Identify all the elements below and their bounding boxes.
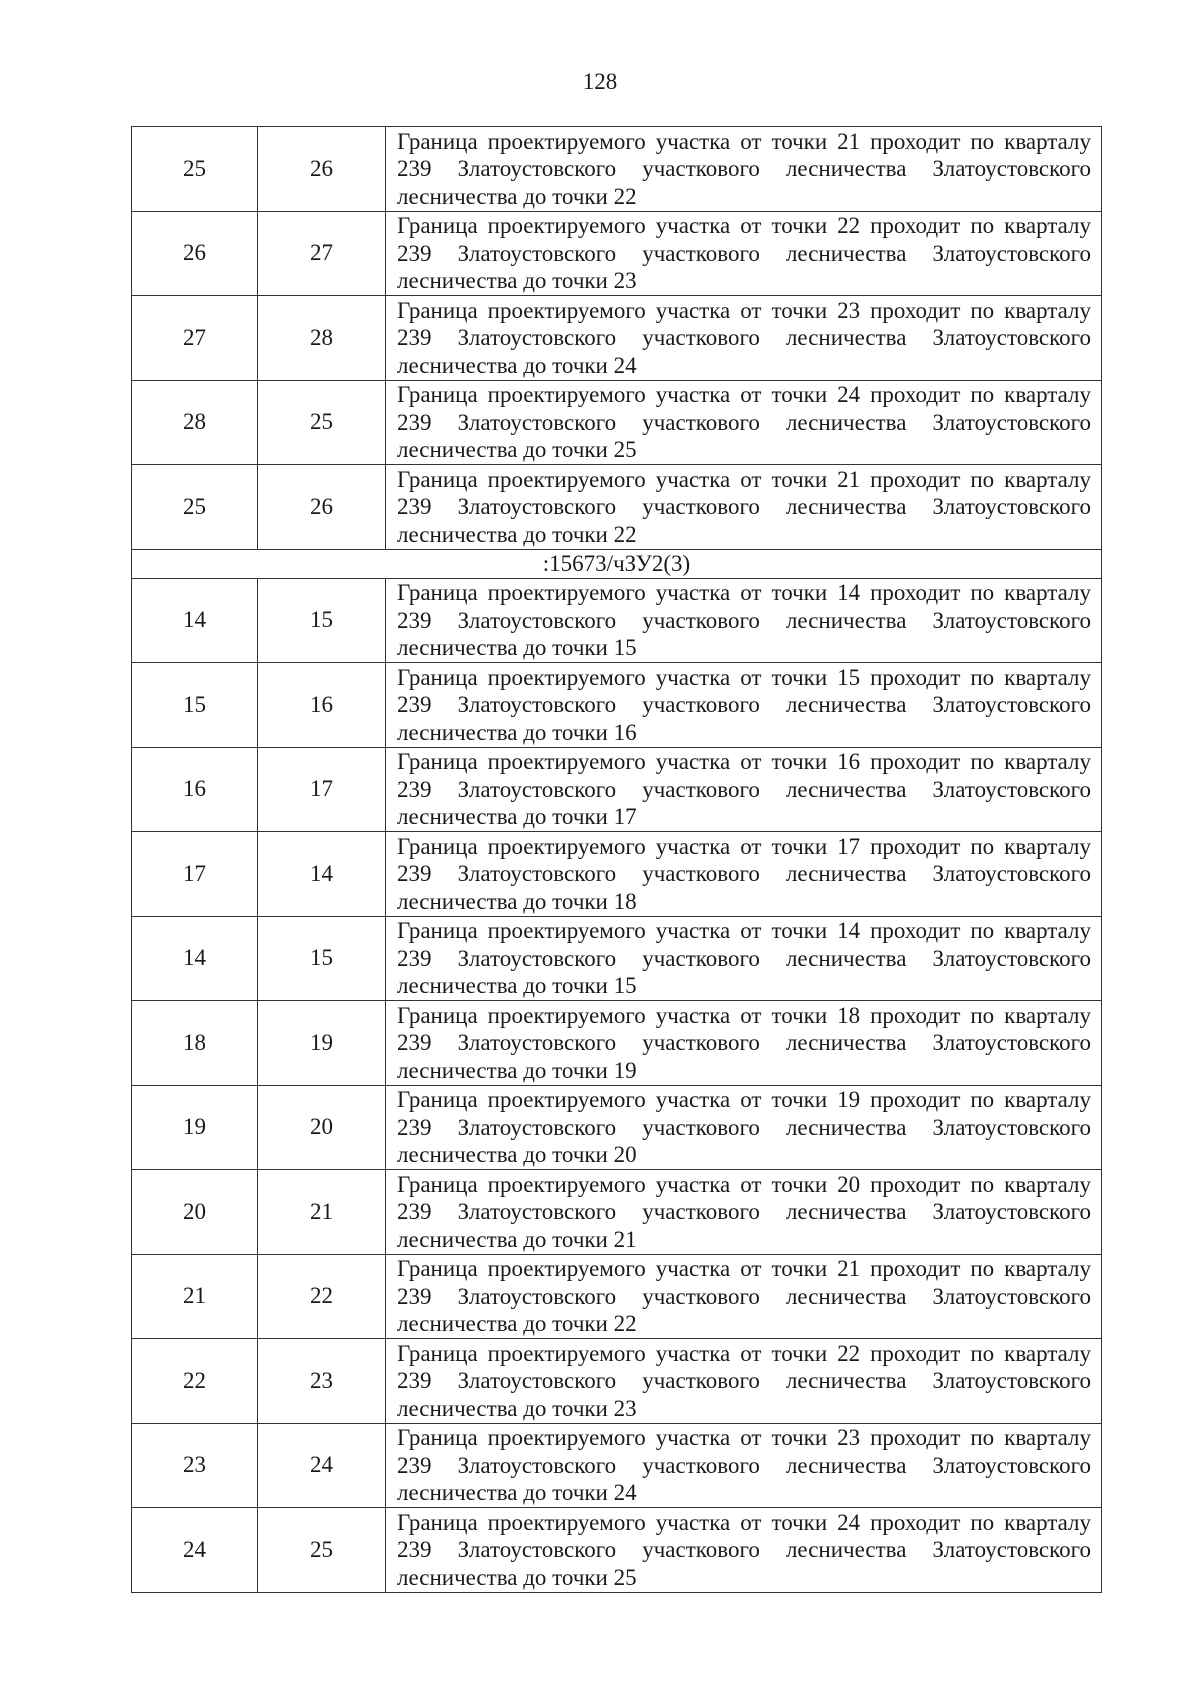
table-row: [132, 916, 1102, 1001]
description-cell: Граница проектируемого участка от точки 14 проходит по кварталу 239 Златоустовского участкового лесничества Златоустовского лесничества до точки 15: [386, 578, 1102, 663]
to-point-cell: 27: [258, 211, 386, 296]
table-row: [132, 1001, 1102, 1086]
table-row: [132, 832, 1102, 917]
from-point-cell: 27: [132, 296, 258, 381]
table-row: [132, 1085, 1102, 1170]
from-point-cell: 21: [132, 1254, 258, 1339]
from-point-cell: 24: [132, 1508, 258, 1593]
to-point-cell: 19: [258, 1001, 386, 1086]
from-point-cell: 14: [132, 578, 258, 663]
to-point-cell: 26: [258, 127, 386, 212]
description-cell: Граница проектируемого участка от точки 21 проходит по кварталу 239 Златоустовского участкового лесничества Златоустовского лесничества до точки 22: [386, 465, 1102, 550]
table-row: [132, 578, 1102, 663]
to-point-cell: 20: [258, 1085, 386, 1170]
from-point-cell: 15: [132, 663, 258, 748]
description-cell: Граница проектируемого участка от точки 14 проходит по кварталу 239 Златоустовского участкового лесничества Златоустовского лесничества до точки 15: [386, 916, 1102, 1001]
from-point-cell: 18: [132, 1001, 258, 1086]
description-cell: Граница проектируемого участка от точки 23 проходит по кварталу 239 Златоустовского участкового лесничества Златоустовского лесничества до точки 24: [386, 296, 1102, 381]
table-row: [132, 663, 1102, 748]
from-point-cell: 25: [132, 127, 258, 212]
to-point-cell: 15: [258, 578, 386, 663]
description-cell: Граница проектируемого участка от точки 24 проходит по кварталу 239 Златоустовского участкового лесничества Златоустовского лесничества до точки 25: [386, 380, 1102, 465]
from-point-cell: 26: [132, 211, 258, 296]
description-cell: Граница проектируемого участка от точки 18 проходит по кварталу 239 Златоустовского участкового лесничества Златоустовского лесничества до точки 19: [386, 1001, 1102, 1086]
table-row: [132, 1170, 1102, 1255]
description-cell: Граница проектируемого участка от точки 17 проходит по кварталу 239 Златоустовского участкового лесничества Златоустовского лесничества до точки 18: [386, 832, 1102, 917]
description-cell: Граница проектируемого участка от точки 20 проходит по кварталу 239 Златоустовского участкового лесничества Златоустовского лесничества до точки 21: [386, 1170, 1102, 1255]
description-cell: Граница проектируемого участка от точки 19 проходит по кварталу 239 Златоустовского участкового лесничества Златоустовского лесничества до точки 20: [386, 1085, 1102, 1170]
from-point-cell: 20: [132, 1170, 258, 1255]
section-label: :15673/чЗУ2(3): [132, 549, 1102, 578]
to-point-cell: 14: [258, 832, 386, 917]
table-row: [132, 465, 1102, 550]
to-point-cell: 15: [258, 916, 386, 1001]
from-point-cell: 28: [132, 380, 258, 465]
to-point-cell: 23: [258, 1339, 386, 1424]
description-cell: Граница проектируемого участка от точки 21 проходит по кварталу 239 Златоустовского участкового лесничества Златоустовского лесничества до точки 22: [386, 127, 1102, 212]
to-point-cell: 26: [258, 465, 386, 550]
table-row: [132, 1254, 1102, 1339]
boundary-table: [131, 126, 1102, 1593]
from-point-cell: 23: [132, 1423, 258, 1508]
section-row: [132, 549, 1102, 578]
table-row: [132, 1508, 1102, 1593]
from-point-cell: 17: [132, 832, 258, 917]
table-row: [132, 127, 1102, 212]
to-point-cell: 21: [258, 1170, 386, 1255]
table-row: [132, 1339, 1102, 1424]
to-point-cell: 22: [258, 1254, 386, 1339]
description-cell: Граница проектируемого участка от точки 23 проходит по кварталу 239 Златоустовского участкового лесничества Златоустовского лесничества до точки 24: [386, 1423, 1102, 1508]
from-point-cell: 16: [132, 747, 258, 832]
description-cell: Граница проектируемого участка от точки 21 проходит по кварталу 239 Златоустовского участкового лесничества Златоустовского лесничества до точки 22: [386, 1254, 1102, 1339]
table-row: [132, 747, 1102, 832]
table-row: [132, 296, 1102, 381]
description-cell: Граница проектируемого участка от точки 16 проходит по кварталу 239 Златоустовского участкового лесничества Златоустовского лесничества до точки 17: [386, 747, 1102, 832]
from-point-cell: 14: [132, 916, 258, 1001]
description-cell: Граница проектируемого участка от точки 22 проходит по кварталу 239 Златоустовского участкового лесничества Златоустовского лесничества до точки 23: [386, 211, 1102, 296]
table-row: [132, 211, 1102, 296]
to-point-cell: 28: [258, 296, 386, 381]
description-cell: Граница проектируемого участка от точки 22 проходит по кварталу 239 Златоустовского участкового лесничества Златоустовского лесничества до точки 23: [386, 1339, 1102, 1424]
page-number: 128: [582, 69, 618, 94]
to-point-cell: 25: [258, 380, 386, 465]
to-point-cell: 16: [258, 663, 386, 748]
description-cell: Граница проектируемого участка от точки 24 проходит по кварталу 239 Златоустовского участкового лесничества Златоустовского лесничества до точки 25: [386, 1508, 1102, 1593]
from-point-cell: 22: [132, 1339, 258, 1424]
from-point-cell: 25: [132, 465, 258, 550]
to-point-cell: 24: [258, 1423, 386, 1508]
description-cell: Граница проектируемого участка от точки 15 проходит по кварталу 239 Златоустовского участкового лесничества Златоустовского лесничества до точки 16: [386, 663, 1102, 748]
table-row: [132, 1423, 1102, 1508]
from-point-cell: 19: [132, 1085, 258, 1170]
to-point-cell: 17: [258, 747, 386, 832]
table-row: [132, 380, 1102, 465]
to-point-cell: 25: [258, 1508, 386, 1593]
